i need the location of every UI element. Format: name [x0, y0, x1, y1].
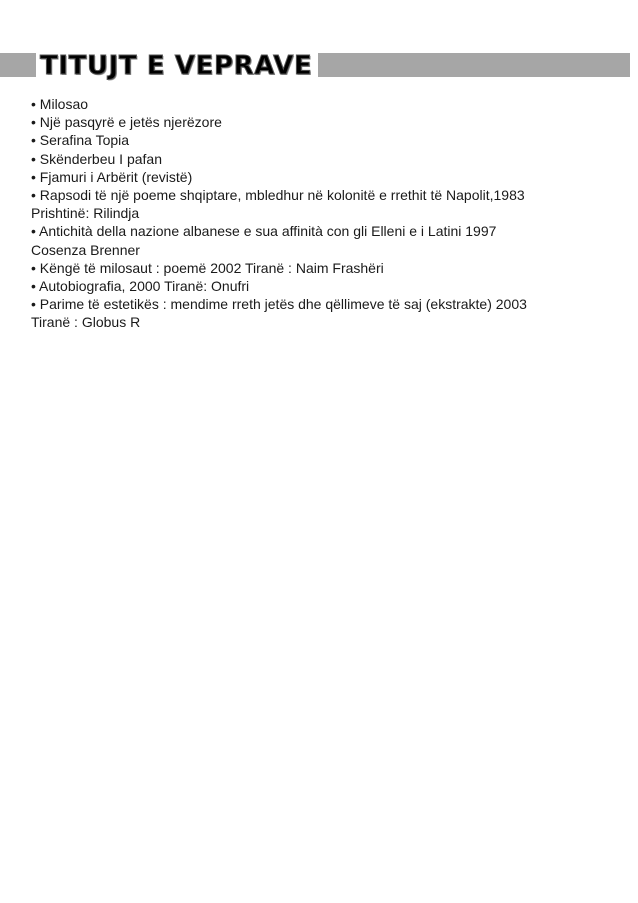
work-line-serafina-topia: • Serafina Topia [31, 132, 130, 149]
work-line-autobiografia: • Autobiografia, 2000 Tiranë: Onufri [31, 278, 250, 295]
title-box [36, 49, 318, 82]
work-line-antichita: • Antichità della nazione albanese e sua affinità con gli Elleni e i Latini 1997 [31, 223, 497, 240]
work-line-milosao: • Milosao [31, 96, 89, 112]
work-line-skenderbeu: • Skënderbeu I pafan [31, 150, 162, 167]
work-line-rapsodi: • Rapsodi të një poeme shqiptare, mbledhur në kolonitë e rrethit të Napolit,1983 [31, 187, 525, 204]
page-title: TITUJT E VEPRAVE [40, 51, 313, 81]
work-line-rapsodi-publisher: Prishtinë: Rilindja [31, 205, 140, 222]
work-line-fjamuri: • Fjamuri i Arbërit (revistë) [31, 168, 193, 185]
work-line-parime-estetikes: • Parime të estetikës : mendime rreth jetës dhe qëllimeve të saj (ekstrakte) 2003 [31, 296, 527, 313]
work-line-antichita-publisher: Cosenza Brenner [31, 241, 140, 258]
work-line-pasqyre: • Një pasqyrë e jetës njerëzore [31, 114, 222, 131]
work-line-parime-publisher: Tiranë : Globus R [31, 314, 141, 331]
work-line-kenge-milosaut: • Këngë të milosaut : poemë 2002 Tiranë : Naim Frashëri [31, 259, 384, 276]
works-list [31, 95, 631, 332]
